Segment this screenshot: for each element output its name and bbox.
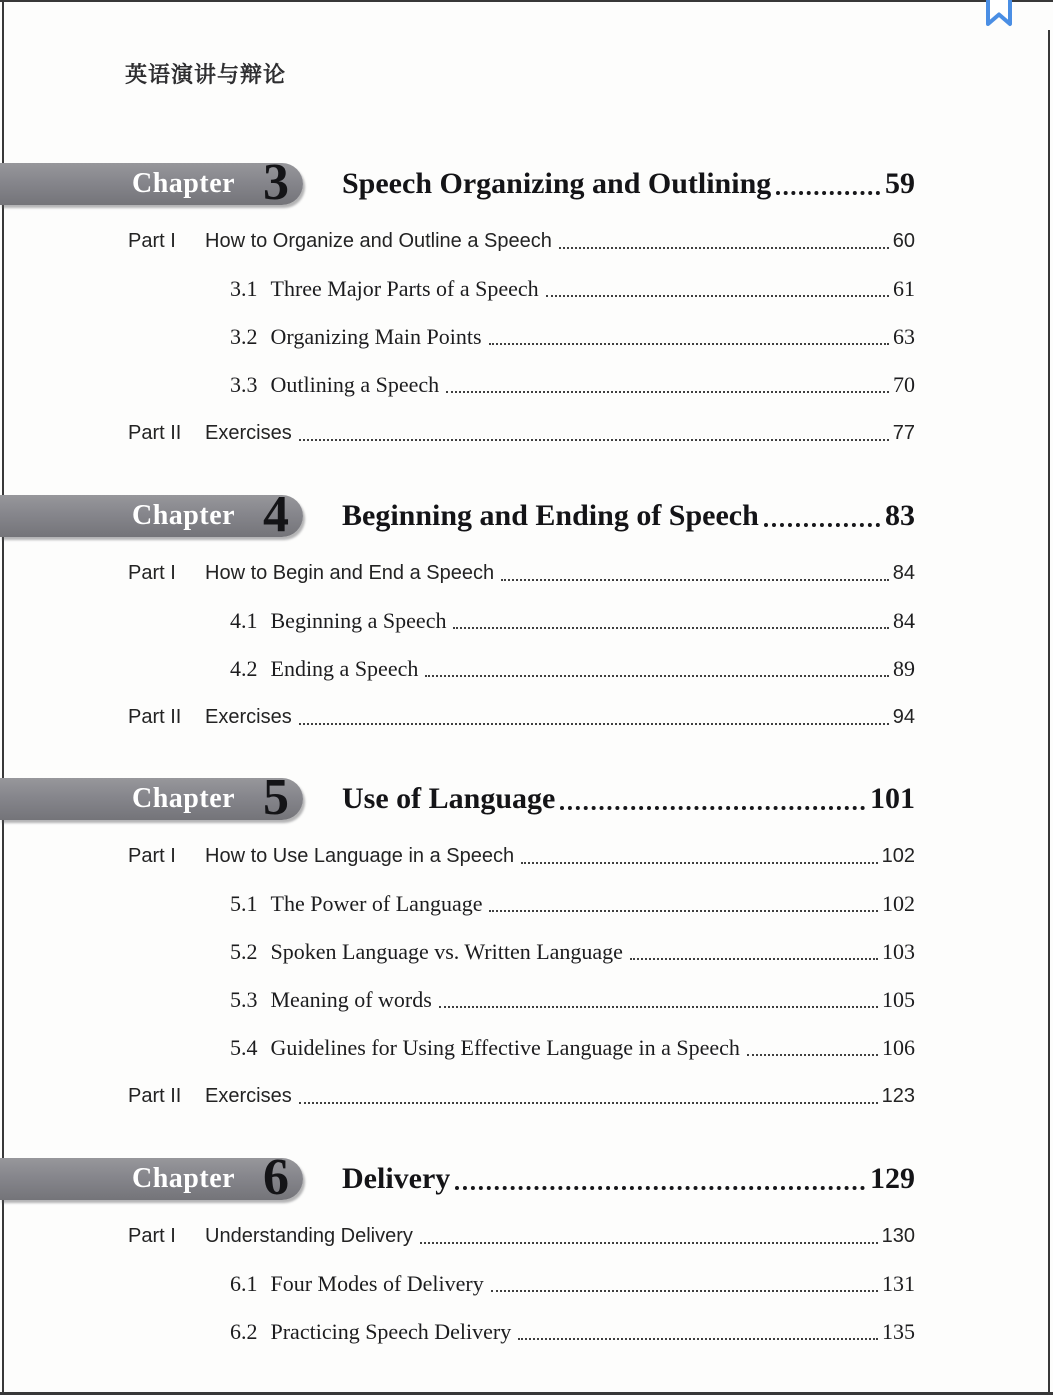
chapter-page-number: 59: [885, 167, 915, 200]
toc-row-part: [128, 409, 915, 457]
chapter-banner: [0, 153, 303, 211]
dot-leader: [420, 1242, 878, 1244]
page-header-title: 英语演讲与辩论: [125, 62, 287, 87]
toc-entry-page: 102: [882, 891, 915, 916]
toc-entry-page: 70: [893, 372, 915, 397]
toc-entry-title: Understanding Delivery: [205, 1224, 413, 1247]
dot-leader: [453, 627, 889, 629]
toc-entry-title: Exercises: [205, 1084, 292, 1107]
chapter-banner: [0, 485, 303, 543]
chapter-4-section: [0, 485, 1053, 741]
toc-row-sub: [128, 1260, 915, 1308]
section-number: 4.2: [230, 656, 258, 681]
dot-leader: [425, 675, 889, 677]
toc-entry-title: Spoken Language vs. Written Language: [270, 939, 623, 964]
toc-entry-title: Four Modes of Delivery: [270, 1271, 484, 1296]
chapter-label: Chapter: [132, 783, 236, 814]
chapter-label: Chapter: [132, 168, 236, 199]
toc-row-sub: [128, 645, 915, 693]
toc-entry-title: Exercises: [205, 421, 292, 444]
toc-entry-page: 102: [881, 844, 915, 867]
part-label: Part II: [128, 1084, 182, 1107]
toc-entry-page: 84: [893, 608, 915, 633]
dot-leader: [455, 1186, 865, 1190]
chapter-title: Beginning and Ending of Speech: [342, 499, 759, 532]
dot-leader: [446, 391, 889, 393]
toc-entry-title: The Power of Language: [270, 891, 483, 916]
chapter-number: 3: [263, 153, 289, 211]
toc-entry-page: 77: [892, 421, 915, 444]
toc-entry-title: How to Use Language in a Speech: [205, 844, 515, 867]
part-label: Part I: [128, 561, 176, 584]
chapter-page-number: 83: [885, 499, 915, 532]
dot-leader: [439, 1006, 878, 1008]
dot-leader: [630, 958, 878, 960]
chapter-title: Delivery: [342, 1162, 451, 1195]
toc-entry-title: Beginning a Speech: [270, 608, 447, 633]
toc-entry-page: 94: [892, 705, 915, 728]
toc-row-sub: [128, 1308, 915, 1356]
dot-leader: [546, 295, 889, 297]
section-number: 3.1: [230, 276, 258, 301]
part-label: Part I: [128, 1224, 176, 1247]
dot-leader: [299, 439, 889, 441]
part-label: Part II: [128, 705, 182, 728]
dot-leader: [764, 523, 880, 527]
toc-row-part: [128, 832, 915, 880]
toc-entry-title: How to Organize and Outline a Speech: [205, 229, 552, 252]
toc-row-part: [128, 693, 915, 741]
toc-entry-page: 123: [881, 1084, 915, 1107]
toc-entry-page: 131: [882, 1271, 915, 1296]
dot-leader: [491, 1290, 878, 1292]
toc-entry-title: Ending a Speech: [270, 656, 419, 681]
toc-entry-title: Exercises: [205, 705, 292, 728]
toc-entry-title: Outlining a Speech: [270, 372, 440, 397]
toc-entry-page: 63: [893, 324, 915, 349]
bookmark-icon[interactable]: [984, 0, 1014, 34]
chapter-label: Chapter: [132, 500, 236, 531]
toc-entry-page: 105: [882, 987, 915, 1012]
chapter-title: Use of Language: [342, 782, 556, 815]
chapter-page-number: 129: [870, 1162, 915, 1195]
dot-leader: [747, 1054, 878, 1056]
section-number: 5.1: [230, 891, 258, 916]
toc-entry-page: 84: [892, 561, 915, 584]
dot-leader: [559, 247, 889, 249]
section-number: 6.2: [230, 1319, 258, 1344]
page-border-top: [0, 0, 1053, 2]
toc-entry-page: 130: [881, 1224, 915, 1247]
section-number: 3.3: [230, 372, 258, 397]
toc-entry-title: Meaning of words: [270, 987, 432, 1012]
dot-leader: [501, 579, 889, 581]
toc-entry-title: Three Major Parts of a Speech: [270, 276, 539, 301]
toc-row-sub: [128, 597, 915, 645]
chapter-banner: [0, 1148, 303, 1206]
toc-entry-title: How to Begin and End a Speech: [205, 561, 495, 584]
toc-row-sub: [128, 361, 915, 409]
toc-row-sub: [128, 313, 915, 361]
dot-leader: [489, 910, 878, 912]
dot-leader: [518, 1338, 878, 1340]
part-label: Part I: [128, 844, 176, 867]
toc-entry-page: 60: [892, 229, 915, 252]
toc-entry-page: 103: [882, 939, 915, 964]
toc-row-sub: [128, 880, 915, 928]
toc-entry-page: 135: [882, 1319, 915, 1344]
section-number: 5.3: [230, 987, 258, 1012]
section-number: 4.1: [230, 608, 258, 633]
toc-entry-title: Organizing Main Points: [270, 324, 482, 349]
chapter-page-number: 101: [870, 782, 915, 815]
chapter-number: 5: [263, 768, 289, 826]
part-label: Part II: [128, 421, 182, 444]
chapter-6-section: [0, 1148, 1053, 1356]
toc-row-part: [128, 1212, 915, 1260]
dot-leader: [489, 343, 889, 345]
toc-entry-page: 89: [893, 656, 915, 681]
toc-entry-page: 61: [893, 276, 915, 301]
section-number: 3.2: [230, 324, 258, 349]
toc-entry-title: Practicing Speech Delivery: [270, 1319, 512, 1344]
toc-row-part: [128, 549, 915, 597]
toc-row-part: [128, 1072, 915, 1120]
toc-row-part: [128, 217, 915, 265]
toc-row-sub: [128, 976, 915, 1024]
dot-leader: [560, 806, 865, 810]
section-number: 5.2: [230, 939, 258, 964]
chapter-title: Speech Organizing and Outlining: [342, 167, 772, 200]
dot-leader: [521, 862, 878, 864]
toc-row-sub: [128, 928, 915, 976]
chapter-label: Chapter: [132, 1163, 236, 1194]
dot-leader: [776, 191, 880, 195]
toc-row-sub: [128, 1024, 915, 1072]
chapter-5-section: [0, 768, 1053, 1120]
section-number: 5.4: [230, 1035, 258, 1060]
toc-row-sub: [128, 265, 915, 313]
dot-leader: [299, 1102, 878, 1104]
toc-entry-title: Guidelines for Using Effective Language in a Speech: [270, 1035, 740, 1060]
chapter-banner: [0, 768, 303, 826]
chapter-number: 4: [263, 485, 289, 543]
toc-entry-page: 106: [882, 1035, 915, 1060]
section-number: 6.1: [230, 1271, 258, 1296]
chapter-number: 6: [263, 1148, 289, 1206]
chapter-3-section: [0, 153, 1053, 457]
dot-leader: [299, 723, 889, 725]
part-label: Part I: [128, 229, 176, 252]
